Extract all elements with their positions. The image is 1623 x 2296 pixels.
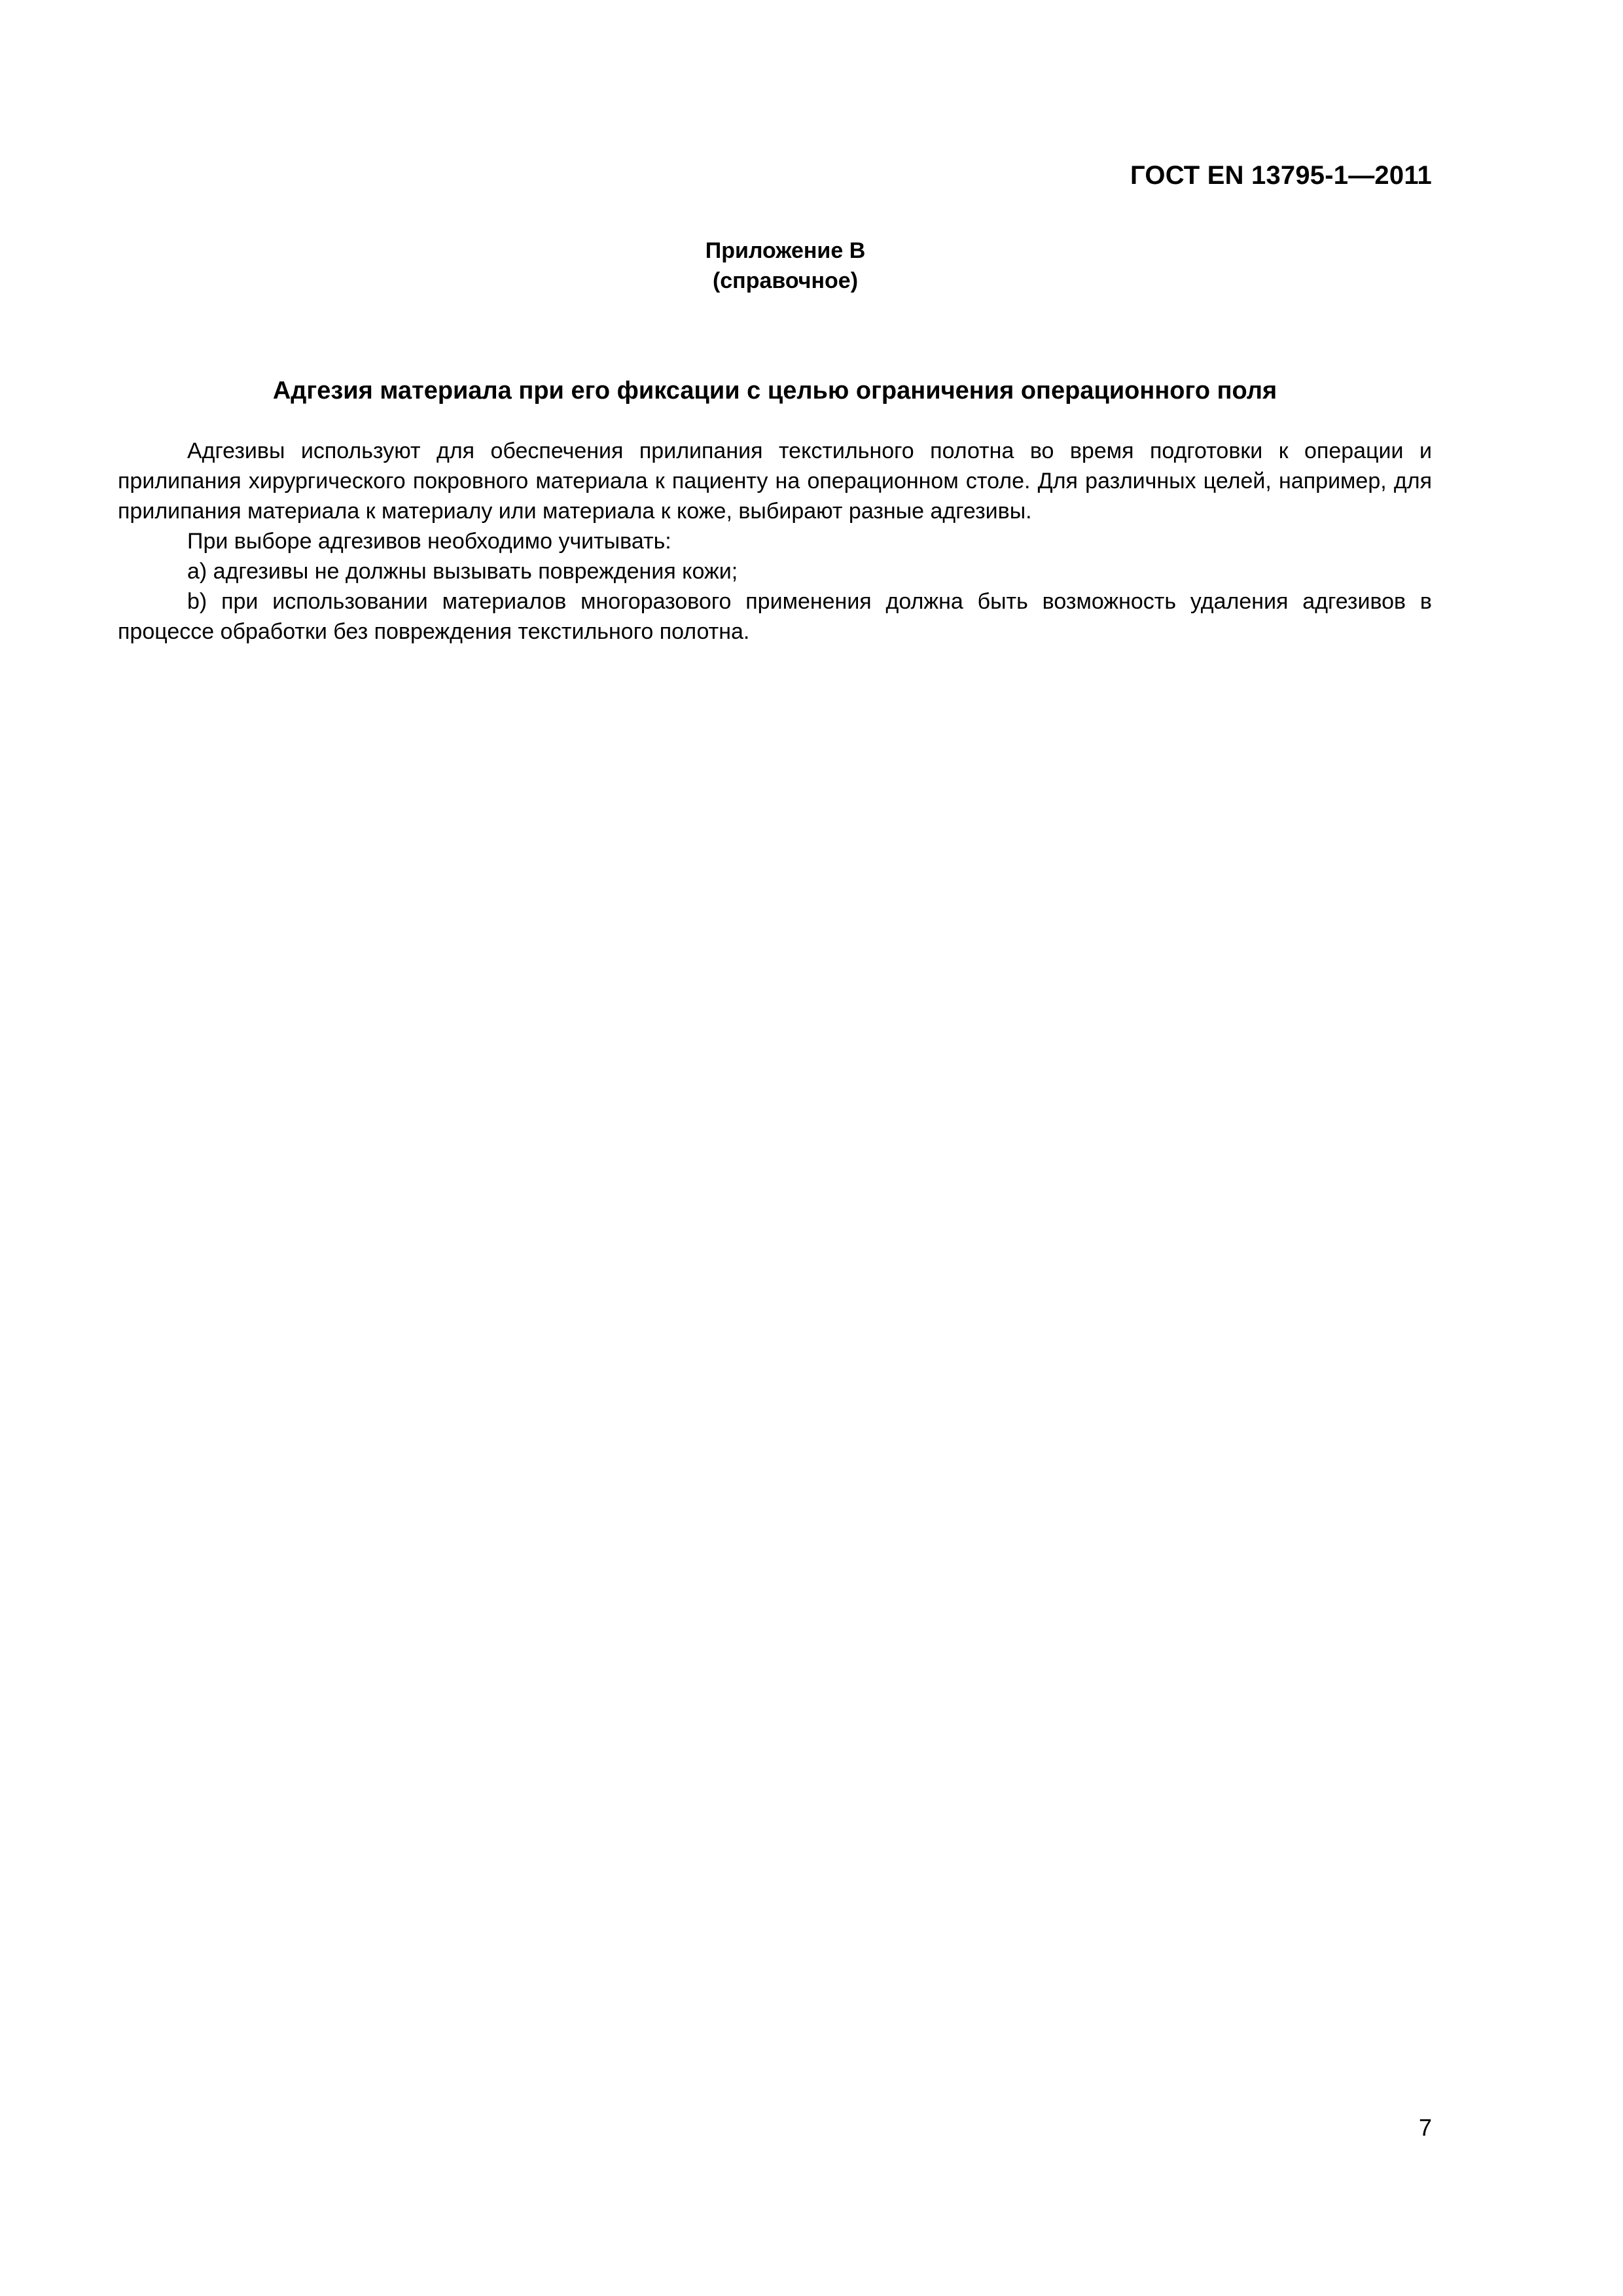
paragraph-intro: Адгезивы используют для обеспечения прилипания текстильного полотна во время подготовки к операции и прилипания хирургического покровного материала к пациенту на операционном столе. Для различных целей, например, для прилипания материала к материалу или материала к коже, выбирают разные адгезивы. [118, 439, 1432, 524]
document-code: ГОСТ EN 13795-1—2011 [1130, 161, 1432, 190]
page-number: 7 [1418, 2114, 1432, 2141]
list-item-b: b) при использовании материалов многоразового применения должна быть возможность удаления адгезивов в процессе обработки без повреждения текстильного полотна. [118, 589, 1432, 644]
annex-title: Приложение B [705, 238, 866, 263]
paragraph-selection: При выборе адгезивов необходимо учитывать: [187, 529, 671, 554]
annex-type: (справочное) [712, 268, 859, 293]
section-body [118, 436, 1432, 647]
annex-header [0, 236, 1571, 296]
section-heading: Адгезия материала при его фиксации с целью ограничения операционного поля [272, 377, 1277, 404]
list-item-a: а) адгезивы не должны вызывать повреждения кожи; [187, 559, 738, 584]
